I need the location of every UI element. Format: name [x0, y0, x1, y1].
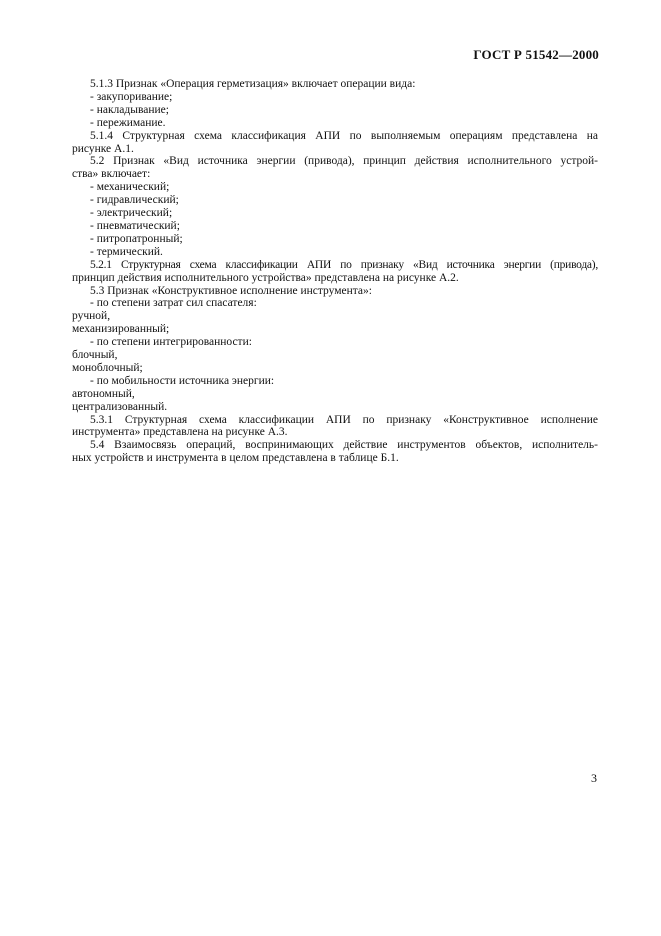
list-item-zakuporivanie: - закупоривание; — [90, 90, 173, 103]
para-5-4-line1: 5.4 Взаимосвязь операций, воспринимающих действие инструментов объектов, исполнитель- — [90, 439, 598, 452]
para-5-2-1-line2: принцип действия исполнительного устройства» представлена на рисунке А.2. — [72, 271, 459, 284]
sub-item-monoblochnyy: моноблочный; — [72, 361, 143, 374]
para-5-1-4-line2: рисунке А.1. — [72, 142, 134, 155]
list-item-nakladyvanie: - накладывание; — [90, 103, 169, 116]
list-item-pitropatronnyy: - питропатронный; — [90, 232, 183, 245]
sub-item-tsentralizovannyy: централизованный. — [72, 400, 168, 413]
document-body — [72, 78, 598, 465]
document-code-header: ГОСТ Р 51542—2000 — [473, 47, 599, 62]
para-5-1-3: 5.1.3 Признак «Операция герметизация» включает операции вида: — [90, 78, 416, 90]
sub-item-ruchnoy: ручной, — [72, 310, 111, 323]
list-item-mobilnost: - по мобильности источника энергии: — [90, 374, 275, 387]
para-5-3: 5.3 Признак «Конструктивное исполнение инструмента»: — [90, 284, 372, 297]
page-number: 3 — [591, 771, 597, 785]
list-item-zatraty-sil: - по степени затрат сил спасателя: — [90, 297, 257, 310]
para-5-3-1-line2: инструмента» представлена на рисунке А.3. — [72, 426, 288, 439]
list-item-integrirovannost: - по степени интегрированности: — [90, 336, 252, 349]
para-5-2-1-line1: 5.2.1 Структурная схема классификации АПИ по признаку «Вид источника энергии (привода), — [90, 258, 598, 271]
list-item-perezhimanie: - пережимание. — [90, 116, 166, 129]
para-5-4-line2: ных устройств и инструмента в целом представлена в таблице Б.1. — [72, 452, 399, 465]
sub-item-blochnyy: блочный, — [72, 349, 118, 362]
list-item-termicheskiy: - термический. — [90, 245, 163, 258]
list-item-gidravlicheskiy: - гидравлический; — [90, 194, 179, 207]
para-5-3-1-line1: 5.3.1 Структурная схема классификации АПИ по признаку «Конструктивное исполнение — [90, 413, 598, 426]
list-item-elektricheskiy: - электрический; — [90, 207, 173, 220]
sub-item-mekhanizirovannyy: механизированный; — [72, 323, 170, 336]
list-item-mekhanicheskiy: - механический; — [90, 181, 170, 194]
para-5-2-line1: 5.2 Признак «Вид источника энергии (привода), принцип действия исполнительного устрой- — [90, 155, 598, 168]
sub-item-avtonomnyy: автономный, — [72, 387, 135, 400]
para-5-1-4-line1: 5.1.4 Структурная схема классификация АПИ по выполняемым операциям представлена на — [90, 129, 598, 142]
list-item-pnevmaticheskiy: - пневматический; — [90, 219, 180, 232]
para-5-2-line2: ства» включает: — [72, 168, 151, 181]
